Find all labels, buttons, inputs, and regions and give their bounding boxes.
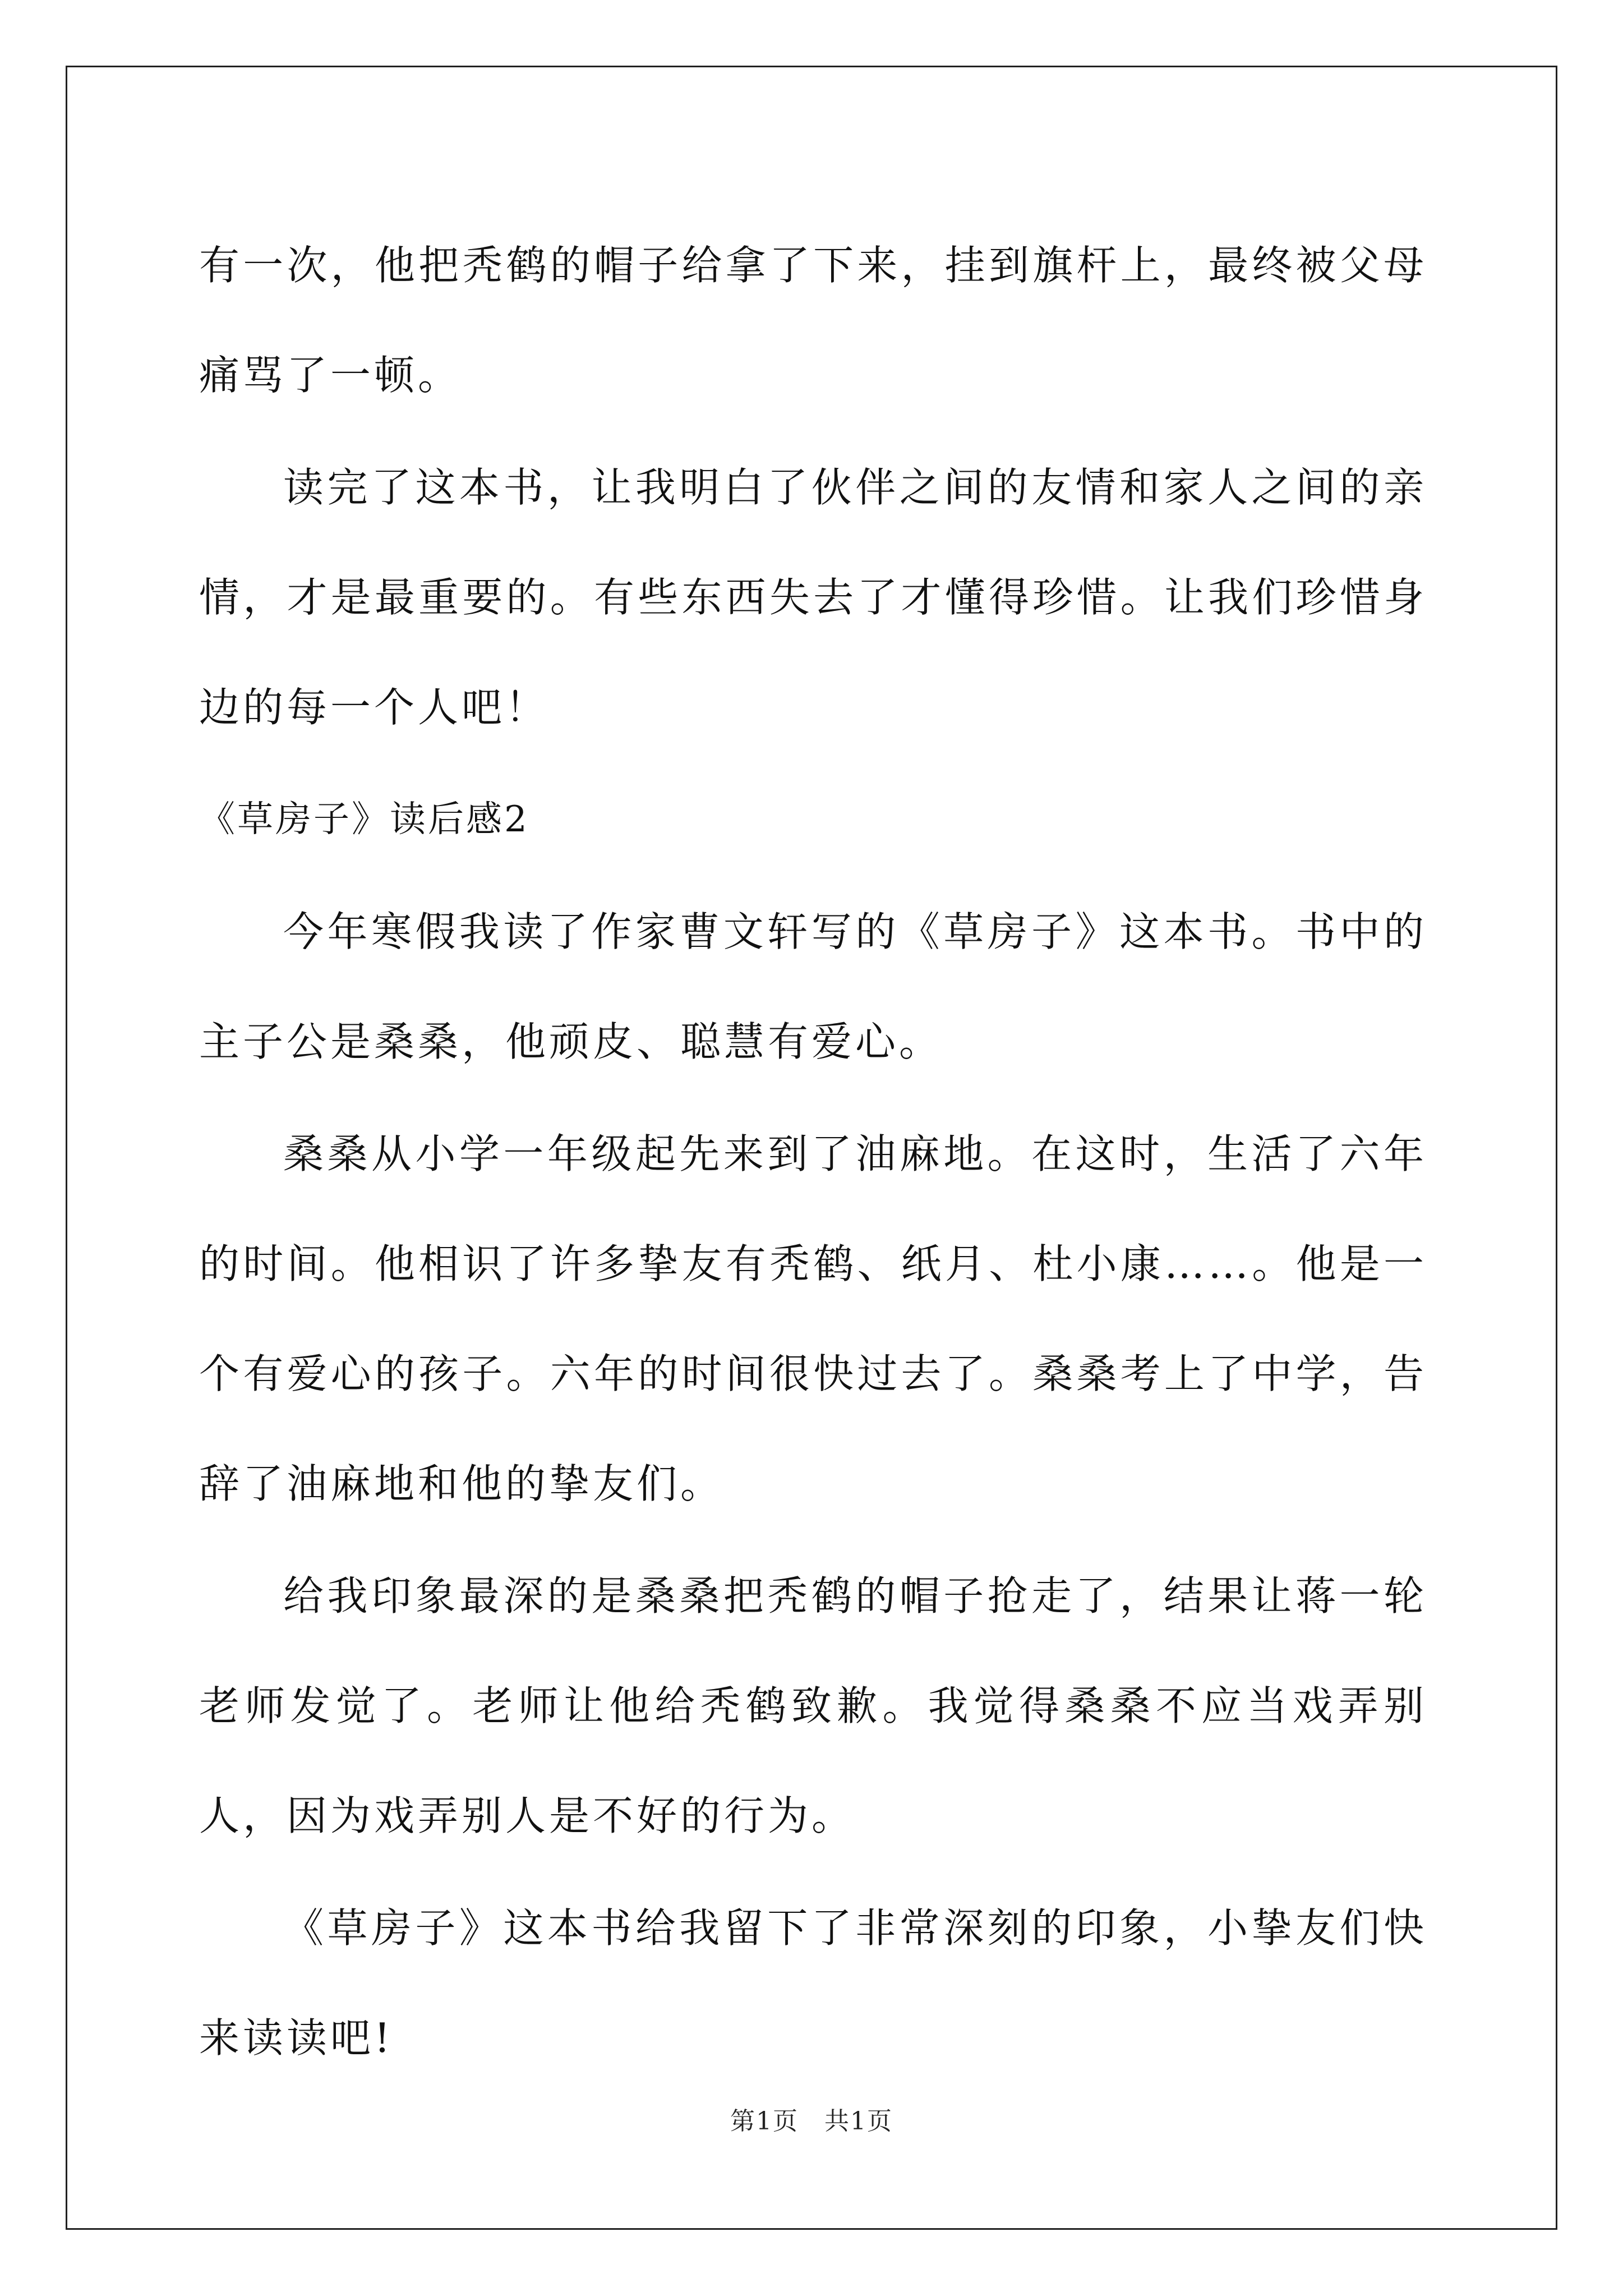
document-body [199, 210, 1427, 2095]
paragraph: 有一次，他把秃鹤的帽子给拿了下来，挂到旗杆上，最终被父母痛骂了一顿。 [199, 242, 1427, 399]
paragraph: 今年寒假我读了作家曹文轩写的《草房子》这本书。书中的主子公是桑桑，他顽皮、聪慧有爱心。 [199, 908, 1427, 1065]
paragraph: 读完了这本书，让我明白了伙伴之间的友情和家人之间的亲情，才是最重要的。有些东西失去了才懂得珍惜。让我们珍惜身边的每一个人吧！ [199, 464, 1427, 731]
paragraph: 《草房子》这本书给我留下了非常深刻的印象，小挚友们快来读读吧! [199, 1904, 1427, 2062]
section-heading: 《草房子》读后感2 [199, 799, 529, 840]
paragraph: 给我印象最深的是桑桑把秃鹤的帽子抢走了，结果让蒋一轮老师发觉了。老师让他给秃鹤致歉。我觉得桑桑不应当戏弄别人，因为戏弄别人是不好的行为。 [199, 1572, 1427, 1839]
paragraph: 桑桑从小学一年级起先来到了油麻地。在这时，生活了六年的时间。他相识了许多挚友有秃鹤、纸月、杜小康……。他是一个有爱心的孩子。六年的时间很快过去了。桑桑考上了中学，告辞了油麻地和他的挚友们。 [199, 1130, 1427, 1507]
page-number-footer: 第1页 共1页 [730, 2107, 893, 2136]
